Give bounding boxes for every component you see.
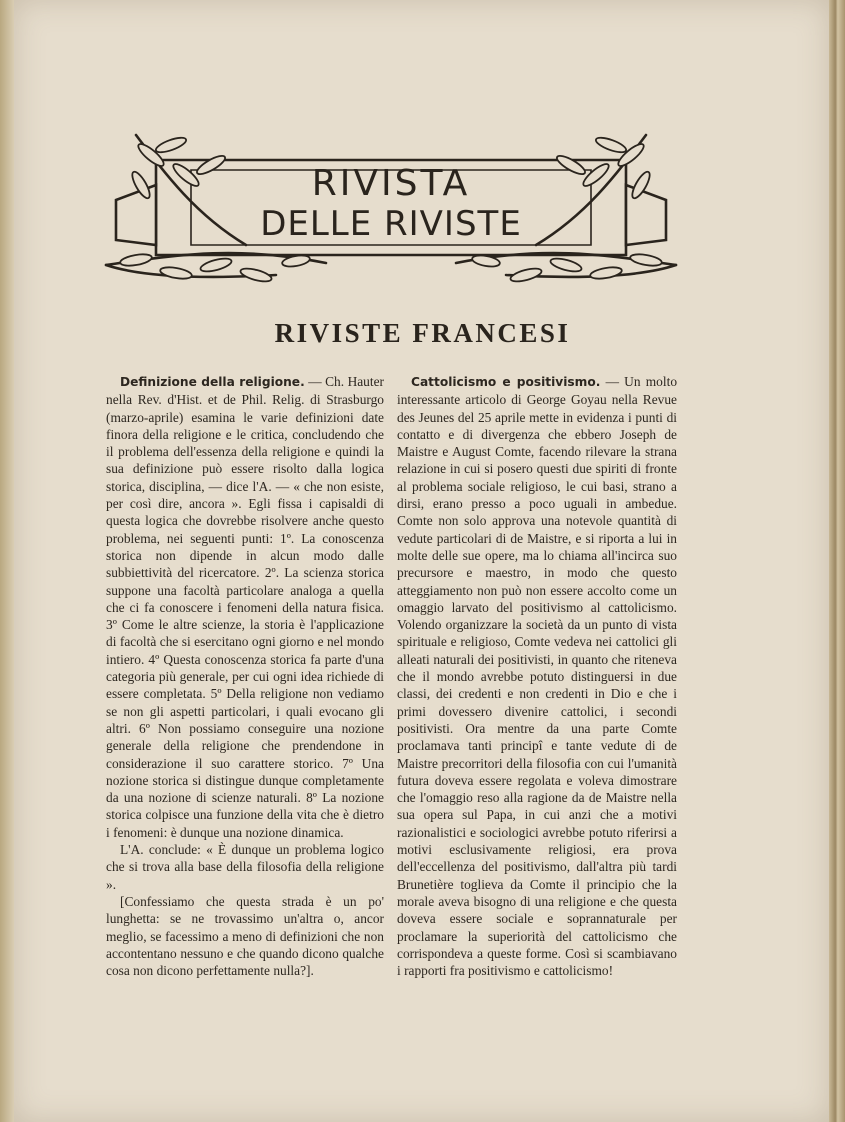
left-column — [106, 373, 384, 979]
article-heading: Definizione della religione. — [120, 375, 305, 389]
section-title: RIVISTE FRANCESI — [274, 318, 571, 348]
banner-title-line1: RIVISTA — [311, 163, 471, 204]
article-conclusion: L'A. conclude: « È dunque un problema logico che si trova alla base della filosofia della religione ». — [106, 842, 384, 892]
article-definizione — [106, 373, 384, 841]
article-body: — Ch. Hauter nella Rev. d'Hist. et de Phil. Relig. di Strasburgo (marzo-aprile) esamina le varie definizioni date finora della religione e le critica, concludendo che il problema dell'essenza della religione e quindi la sua definizione può essere risolto dalla logica storica, disciplina, — dice l'A. — « che non esiste, per così dire, ancora ». Egli fissa i capisaldi di questa logica che dovrebbe risolvere anche questo problema, nei seguenti punti: 1º. La conoscenza storica non dipende in alcun modo dalle subbiettività del ricercatore. 2º. La scienza storica suppone una facoltà particolare analoga a quella che ci fa conoscere i fenomeni della natura fisica. 3º Come le altre scienze, la storia è l'applicazione di facoltà che si esercitano ogni giorno e nel mondo intiero. 4º Questa conoscenza storica fa parte d'una categoria più generale, per cui ogni idea richiede di essere completata. 5º Della religione non vediamo se non gli aspetti particolari, i quali evocano gli altri. 6º Non possiamo conseguire una nozione generale della religione che prendendone in considerazione il suo carattere storico. 7º Una nozione storica si distingue dunque completamente da una nozione di scienze naturali. 8º La nozione storica colpisce una funzione della vita che è dietro i fenomeni: è dunque una nozione dinamica. — [106, 374, 385, 840]
header-banner — [96, 115, 686, 285]
article-cattolicismo — [397, 373, 677, 979]
editorial-comment: [Confessiamo che questa strada è un po' lunghetta: se ne trovassimo un'altra o, ancor meglio, se facessimo a meno di definizioni che non accontentano nessuno e che quando dicono qualche cosa non dicono perfettamente nulla?]. — [106, 893, 384, 979]
article-heading: Cattolicismo e positivismo. — [411, 375, 601, 389]
page-right-edge — [829, 0, 845, 1122]
laurel-banner-illustration — [96, 115, 686, 285]
page-binding-edge — [0, 0, 14, 1122]
article-body: — Un molto interessante articolo di George Goyau nella Revue des Jeunes del 25 aprile mette in evidenza i punti di contatto e di divergenza che ebbero Joseph de Maistre e August Comte, facendo rilevare la strana relazione in cui si posero questi due spiriti di fronte al problema sociale religioso, le cui basi, strano a dirsi, erano presso a poco uguali in ambedue. Comte non solo approva una notevole quantità di vedute particolari di de Maistre, e si riporta a lui in molte delle sue opere, ma lo chiama all'incirca suo precursore e maestro, in modo che questo atteggiamento non può non essere accolto come un omaggio larvato del positivismo al cattolicismo. Volendo organizzare la società da un punto di vista spirituale e religioso, Comte vedeva nei cattolici gli alleati naturali dei positivisti, in quanto che riteneva che il mondo avrebbe potuto distinguersi in due classi, dei credenti e non credenti in Dio e che i primi dovessero divenire cattolici, i secondi positivisti. Ora mentre da una parte Comte proclamava tanti principî e tante vedute di de Maistre precorritori della filosofia con cui l'umanità futura doveva essere regolata e voleva dimostrare che l'omaggio reso alla ragione da de Maistre nella sua opera sul Papa, in cui anzi che a motivi razionalistici e sociologici avrebbe potuto riferirsi a motivi esclusivamente religiosi, era prova dell'eccellenza del positivismo, dall'altra più tardi Brunetière toglieva da Comte il principio che la morale aveva bisogno di una religione e che questa doveva essere sociale e soprannaturale per proclamare la superiorità del cattolicismo che corrispondeva a queste forme. Così si scambiavano i rapporti fra positivismo e cattolicismo! — [397, 374, 678, 979]
banner-title-line2: DELLE RIVISTE — [260, 204, 522, 244]
right-column — [397, 373, 677, 979]
